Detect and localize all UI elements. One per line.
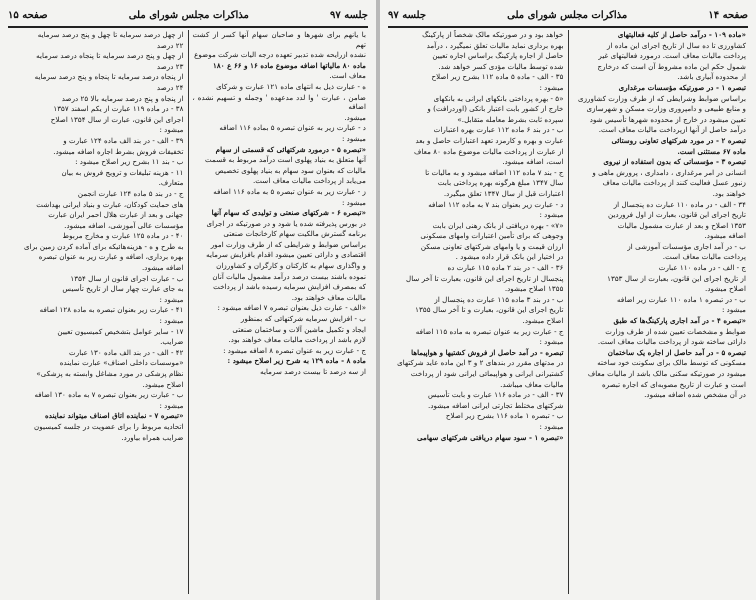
text-line: ب - در آمد اجاری مؤسسات آموزشی از (627, 241, 746, 251)
text-line: نظام پزشکی در مورد مشاغل وابسته به پزشکی» (36, 369, 184, 378)
text-line: «۷» - بهره دریافتی از بانک رهنی ایران بابت (432, 220, 564, 230)
text-line: ب - در بند ۳ ماده ۱۱۵ عبارت ده پنجسال از (434, 294, 564, 304)
text-line: مالیات که بعنوان سود سهام به بنیاد پهلوی تخصیص (215, 165, 366, 175)
text-line: سال ۱۳۴۷ مبلغ هرگونه بهره پرداختی بابت (437, 178, 564, 188)
text-line: پرداخت مالیات معاف است. (662, 252, 746, 262)
text-line: میشود در صورتیکه سکنی مالک باشد از مالیات معاف (587, 369, 746, 378)
text-line: میشود : (539, 210, 564, 220)
right-page-column-right (569, 30, 751, 594)
text-line: ب - افزایش سرمایه شرکتهائی که بمنظور (240, 314, 366, 324)
text-line: وجوهی که برای تأمین اعتبارات وامهای مسکونی (420, 231, 564, 241)
text-line: ج - بند ۷ ماده ۱۱۲ اضافه میشود و به مالیات تا (425, 167, 564, 177)
left-page-number: صفحه ۱۵ (8, 9, 48, 21)
text-line: ۴۰ - در ماده ۱۲۵ عبارت و مخارج مربوط (62, 231, 184, 241)
text-line: د - عبارت زیر بعنوان بند ۷ به ماده ۱۱۲ اضافه (428, 199, 564, 209)
text-line: ارزان قیمت و یا وامهای شرکتهای تعاونی مسکن (420, 241, 564, 251)
text-line: از چهل درصد سرمایه تا چهل و پنج درصد سرمایه (37, 30, 184, 39)
text-line: ۱۳۵۳ اصلاح و بعد از عبارت مشمول مالیات (617, 220, 746, 230)
text-line: «تبصره ۵ - درمورد شرکتهائی که قسمتی از سهام (215, 144, 366, 154)
left-page-column-left (6, 30, 188, 594)
text-line: اعتبارات قبل از سال ۱۳۴۷ تعلق میگیرد. (443, 188, 564, 198)
text-line: اضافه میشود. (704, 231, 746, 241)
text-line: ماده ۶۷ مستثنی است. (677, 146, 746, 156)
text-line: است و عبارت از تاریخ مصوبه‌ای که اجاره تبصره (601, 379, 746, 389)
text-line: ۳۴ - الف - در ماده ۱۱۰ عبارت ده پنجسال از (613, 199, 746, 209)
text-line: ۱۷ - سایر عوامل بتشخیص کمیسیون تعیین (57, 326, 184, 336)
text-line: میشود : (159, 125, 184, 135)
text-line: است، اضافه میشود. (502, 157, 564, 167)
text-line: ۳۸ - در ماده ۱۱۹ عبارت از یکم اسفند ۱۳۵۷ (53, 104, 184, 114)
text-line: میشود : (539, 337, 564, 347)
text-line: حاصل از اجاره پارکینگ براساس اجاره تعیین (432, 51, 564, 61)
left-header-title: مذاکرات مجلس شورای ملی (128, 9, 249, 21)
text-line: از پنجاه و پنج درصد سرمایه بالا ۲۵ درصد (61, 93, 184, 103)
text-line: میشود : (341, 197, 366, 207)
text-line: برنامه گسترش مالکیت سهام کارخانجات صنعتی (223, 229, 366, 239)
text-line: مؤسسات عالی آموزشی، اضافه میشود. (64, 220, 184, 230)
text-line: تاریخ اجرای این قانون، بعبارت و تا آخر سال ۱۳۵۵ (415, 305, 564, 315)
text-line: معاف است. (329, 71, 366, 81)
left-page-header (8, 4, 368, 28)
text-line: ضامن ، عبارت ' وا لدد مدعهده ' وجمله و تسهیم نشده ، اضافه (192, 92, 366, 112)
text-line: مالیات معاف میباشد. (500, 379, 564, 389)
text-line: کشاورزی تا ده سال از تاریخ اجرای این ماده از (607, 40, 746, 50)
text-line: «ماده ۱۰۹ - درآمد حاصل از کلیه فعالیتهای (617, 30, 746, 39)
text-line: تبصره ۵ - در آمد حاصل از اجاره یک ساختمان (607, 347, 746, 357)
text-line: نشده ازرایحه شده تدبیر تعهده درجه الیات شرکت موضوع (194, 50, 366, 60)
text-line: اقتصادی و دارائی تعیین میشود اقدام بافزایش سرمایه (206, 250, 366, 260)
text-line: ۳۶ - الف - در بند ۲ ماده ۱۱۵ عبارت ده (447, 263, 564, 273)
text-line: از چهل و پنج درصد سرمایه تا پنجاه درصد سرمایه (36, 51, 184, 61)
text-line: میشود : (159, 400, 184, 410)
text-line: خواهند بود. (712, 188, 746, 198)
text-line: های حمایت کودکان، عبارت و بنیاد ایرانی بهداشت (36, 199, 184, 209)
right-header-title: مذاکرات مجلس شورای ملی (507, 9, 628, 21)
text-line: خارج از کشور بابت اعتبار بانکی (اوردرافت) و (427, 104, 564, 114)
text-line: آنها متعلق به بنیاد پهلوی است درآمد مربوط به قسمت (205, 155, 366, 165)
text-line: ماده ۸۰ مالیاتها اضافه موضوع ماده ۱۶ و ۶۶ ع ۱۸۰ (213, 60, 366, 70)
text-line: ب - بند ۱۱ بشرح زیر اصلاح میشود : (75, 157, 184, 167)
text-line: ۳۷ - الف - در ماده ۱۱۶ عبارت و بابت تأسیس (428, 390, 564, 400)
text-line: می‌یابد از پرداخت مالیات معاف است. (252, 176, 366, 186)
text-line: شمول حکم این ماده مشروط آن است که درخارج (597, 61, 746, 71)
text-line: و واگذاری سهام به کارکنان و کارگران و کشاورزان (216, 261, 366, 271)
text-line: به جای عبارت چهار سال از تاریخ تأسیس (62, 284, 184, 294)
text-line: اجرای این قانون، عبارت از سال ۱۳۵۴ اصلاح (50, 114, 184, 124)
text-line: میشود : (721, 305, 746, 315)
text-line: میشود. (344, 112, 366, 122)
text-line: میشود : (539, 421, 564, 431)
text-line: جهانی و بعد از عبارت هلال احمر ایران عبارت (48, 210, 184, 220)
text-line: ۲۴ درصد (156, 82, 184, 92)
text-line: ج - در بند ۵ ماده ۱۲۴ عبارت انجمن (77, 188, 184, 198)
right-page-header (388, 4, 748, 28)
text-line: مسکونی که توسط مالک برای سکونت خود ساخته (597, 358, 746, 368)
text-line: تبصره - در آمد حاصل از فروش کشتیها و هواپیماها (411, 347, 564, 357)
text-line: ۱۳۵۵ اصلاح میشود. (504, 284, 564, 294)
text-line: سپرده ثابت بشرط معامله متقابل.» (457, 114, 564, 124)
text-line: کشتیرانی ایرانی و هواپیمائی ایرانی شود از پرداخت (410, 369, 564, 378)
text-line: نموده باشند بیست درصد درآمد مشمول مالیات آنان (212, 271, 366, 281)
text-line: میشود : (159, 294, 184, 304)
text-line: «موسسات داخلی اصناف» عبارت نماینده (59, 358, 184, 368)
text-line: زنبور عسل فعالیت کنند از پرداخت مالیات معاف (602, 178, 746, 188)
left-page (0, 0, 376, 600)
text-line: ۲۳ درصد (156, 61, 184, 71)
text-line: «۵ - بهره پرداختی بانکهای ایرانی به بانکهای (433, 93, 564, 103)
text-line: ۱۱ - هزینه تبلیغات و ترویج فروش به بیان (61, 167, 184, 177)
text-line: د - عبارت زیر به عنوان تبصره ۵ بماده ۱۱۶ اضافه (219, 123, 366, 133)
left-page-column-right (189, 30, 371, 594)
text-line: ب - در بند ۶ ماده ۱۱۲ عبارت بهره اعتبارات (433, 125, 564, 135)
text-line: در بورس پذیرفته شده یا شود و در صورتیکه در اجرای (206, 218, 366, 228)
text-line: ضوابط و مشخصات تعیین شده از طرف وزارت (605, 326, 746, 336)
text-line: از پنجاه درصد سرمایه تا پنجاه و پنج درصد سرمایه (34, 72, 184, 82)
text-line: «تبصره ۱ - سود سهام دریافتی شرکتهای سهامی (417, 432, 564, 442)
text-line: اصلاح میشود. (142, 379, 184, 389)
text-line: از سه درصد تا بیست درصد سرمایه (260, 367, 366, 376)
text-line: ب - عبارت اجرای قانون از سال ۱۳۵۴ (70, 273, 184, 283)
text-line: با یانهم برای شهرها و صاحبان سهام آنها کسر از کشت تهم (192, 30, 366, 49)
text-line: ۴۲ - الف - در بند الف ماده ۱۳۰ عبارت (68, 347, 184, 357)
text-line: تاریخ اجرای این قانون، بعبارت از اول فروردین (608, 210, 746, 220)
right-page-column-left (386, 30, 568, 594)
text-line: پنجسال از تاریخ اجرای این قانون، بعبارت تا آخر سال (406, 273, 564, 283)
left-page-columns (6, 30, 370, 594)
text-line: ۴۱ - عبارت زیر بعنوان تبصره به ماده ۱۲۸ اضافه (39, 305, 184, 315)
text-line: ج - الف - در ماده ۱۱۰ عبارت (658, 263, 746, 273)
text-line: تبصره ۳ - مؤسساتی که بدون استفاده از نیروی (603, 157, 746, 167)
text-line: و منابع طبیعی و دامپروری وزارت مسکن و شهرسازی (586, 104, 746, 114)
text-line: تعیین میشود در خارج از محدوده شهرها تأسیس شود (589, 114, 746, 124)
text-line: اضافه میشود. (142, 263, 184, 273)
text-line: تبصره ۲ - در مورد شرکتهای تعاونی روستائی (611, 135, 746, 145)
text-line: اصلاح میشود. (522, 316, 564, 326)
text-line: مالیات معاف خواهند بود. (291, 292, 366, 302)
left-volume-label: جلسه ۹۷ (329, 9, 368, 21)
text-line: «تبصره ۶ - شرکتهای صنعتی و تولیدی که سهام آنها (211, 208, 366, 218)
text-line: ج - عبارت زیر به عنوان تبصره به ماده ۱۱۵ اضافه (415, 326, 564, 336)
text-line: ۳۹ - الف - در بند الف ماده ۱۲۴ عبارت و (63, 135, 184, 145)
text-line: میشود : (159, 316, 184, 326)
text-line: که بمصرف افزایش سرمایه رسیده باشد از پرداخت (213, 282, 366, 292)
text-line: از محدوده آبیاری باشد. (677, 72, 746, 82)
text-line: تبصره ۱ - در صورتیکه مؤسسات مرغداری (618, 82, 746, 92)
text-line: در آن مشخص شده اضافه میشود. (644, 390, 746, 400)
text-line: ماده ۸ - ماده ۱۲۹ به شرح زیر اصلاح میشود : (227, 356, 366, 366)
text-line: به طرح و ه - هزینه‌هائیکه برای آماده کردن زمین برای (24, 241, 184, 251)
text-line: عبارت و بهره و کارمزد تعهد اعتبارات حاصل و بعد (415, 135, 564, 145)
text-line: ۳۵ - الف - ماده ۵ ماده ۱۱۲ بشرح زیر اصلاح (431, 72, 564, 82)
text-line: دارائی ساخته شود از پرداخت مالیات معاف است. (597, 337, 746, 347)
right-page (380, 0, 756, 600)
text-line: «تبصره ۷ - نماینده اتاق اصناف میتواند نماینده (45, 411, 184, 421)
text-line: از تاریخ اجرای این قانون، بعبارت از سال ۱۳۵۳ (607, 273, 746, 283)
text-line: در مدتهای مقرر در بندهای ۲ و ۳ این ماده عاید شرکتهای (397, 358, 564, 368)
text-line: ه - عبارت ذیل به انتهای ماده ۱۲۱ عبارت و شرکای (216, 81, 366, 91)
text-line: «تبصره ۴ - در آمد اجاری پارکینگ‌ها که طبق (613, 316, 746, 326)
text-line: اتحادیه مربوط را برای عضویت در جلسه کمیسیون (34, 421, 184, 431)
text-line: اصلاح میشود. (705, 284, 746, 294)
text-line: ب - عبارت زیر بعنوان تبصره ۷ به ماده ۱۳۰ اضافه (34, 390, 184, 400)
text-line: انسانی در امر مرغداری ، دامداری ، پرورش ماهی و (592, 167, 746, 177)
right-page-columns (386, 30, 750, 594)
text-line: تخفیفات فروش بشرط اجاره اضافه میشود. (53, 146, 184, 156)
text-line: متعارف. (158, 178, 184, 188)
text-line: درآمد حاصل از آنها ازپرداخت مالیات معاف است. (598, 125, 746, 135)
text-line: لازم باشد از پرداخت مالیات معاف خواهند بود. (228, 335, 366, 345)
text-line: «الف - عبارت ذیل بعنوان تبصره ۷ اضافه میشود : (217, 303, 366, 313)
text-line: خواهد بود و در صورتیکه مالک شخصاً از پارکینگ (422, 30, 564, 39)
text-line: میشود : (539, 82, 564, 92)
text-line: ز - عبارت زیر به عنوان تبصره ۵ به ماده ۱۱۶ اضافه (213, 186, 366, 196)
text-line: ضرایب همراه بیاورد. (121, 432, 184, 442)
text-line: ب - در تبصره ۱ ماده ۱۱۰ عبارت زیر اضافه (617, 294, 746, 304)
text-line: از عبارت از پرداخت مالیات موضوع ماده ۸۰ معاف (414, 146, 564, 156)
text-line: براساس ضوابط و شرایطی که از طرف وزارت امور (210, 239, 366, 249)
text-line: ۲۲ درصد (156, 40, 184, 50)
text-line: ضرایب. (160, 337, 184, 347)
text-line: ب - تبصره ۱ ماده ۱۱۶ بشرح زیر اصلاح (445, 411, 564, 421)
right-volume-label: جلسه ۹۷ (388, 9, 427, 21)
text-line: ج - عبارت زیر به عنوان تبصره ۸ اضافه میشود : (223, 345, 366, 355)
right-page-number: صفحه ۱۴ (708, 9, 748, 21)
text-line: پرداخت مالیات معاف است. درمورد فعالیتهای غیر (598, 51, 746, 61)
text-line: شده توسط مالیات مؤدی کسر خواهد شد. (438, 61, 564, 71)
text-line: بهره برداری، اضافه و عبارت زیر به عنوان تبصره (38, 252, 184, 262)
text-line: بهره برداری نماید مالیات تعلق نمیگیرد ، درآمد (426, 40, 564, 50)
text-line: میشود : (341, 133, 366, 143)
text-line: شرکتهای مختلط تجارتی ایرانی اضافه میشود. (428, 400, 564, 410)
text-line: در اختیار این بانک قرار داده میشود . (455, 252, 564, 262)
text-line: براساس ضوابط وشرایطی که از طرف وزارت کشاورزی (577, 93, 746, 103)
text-line: ایجاد و تکمیل ماشین آلات و ساختمان صنعتی (232, 324, 366, 334)
